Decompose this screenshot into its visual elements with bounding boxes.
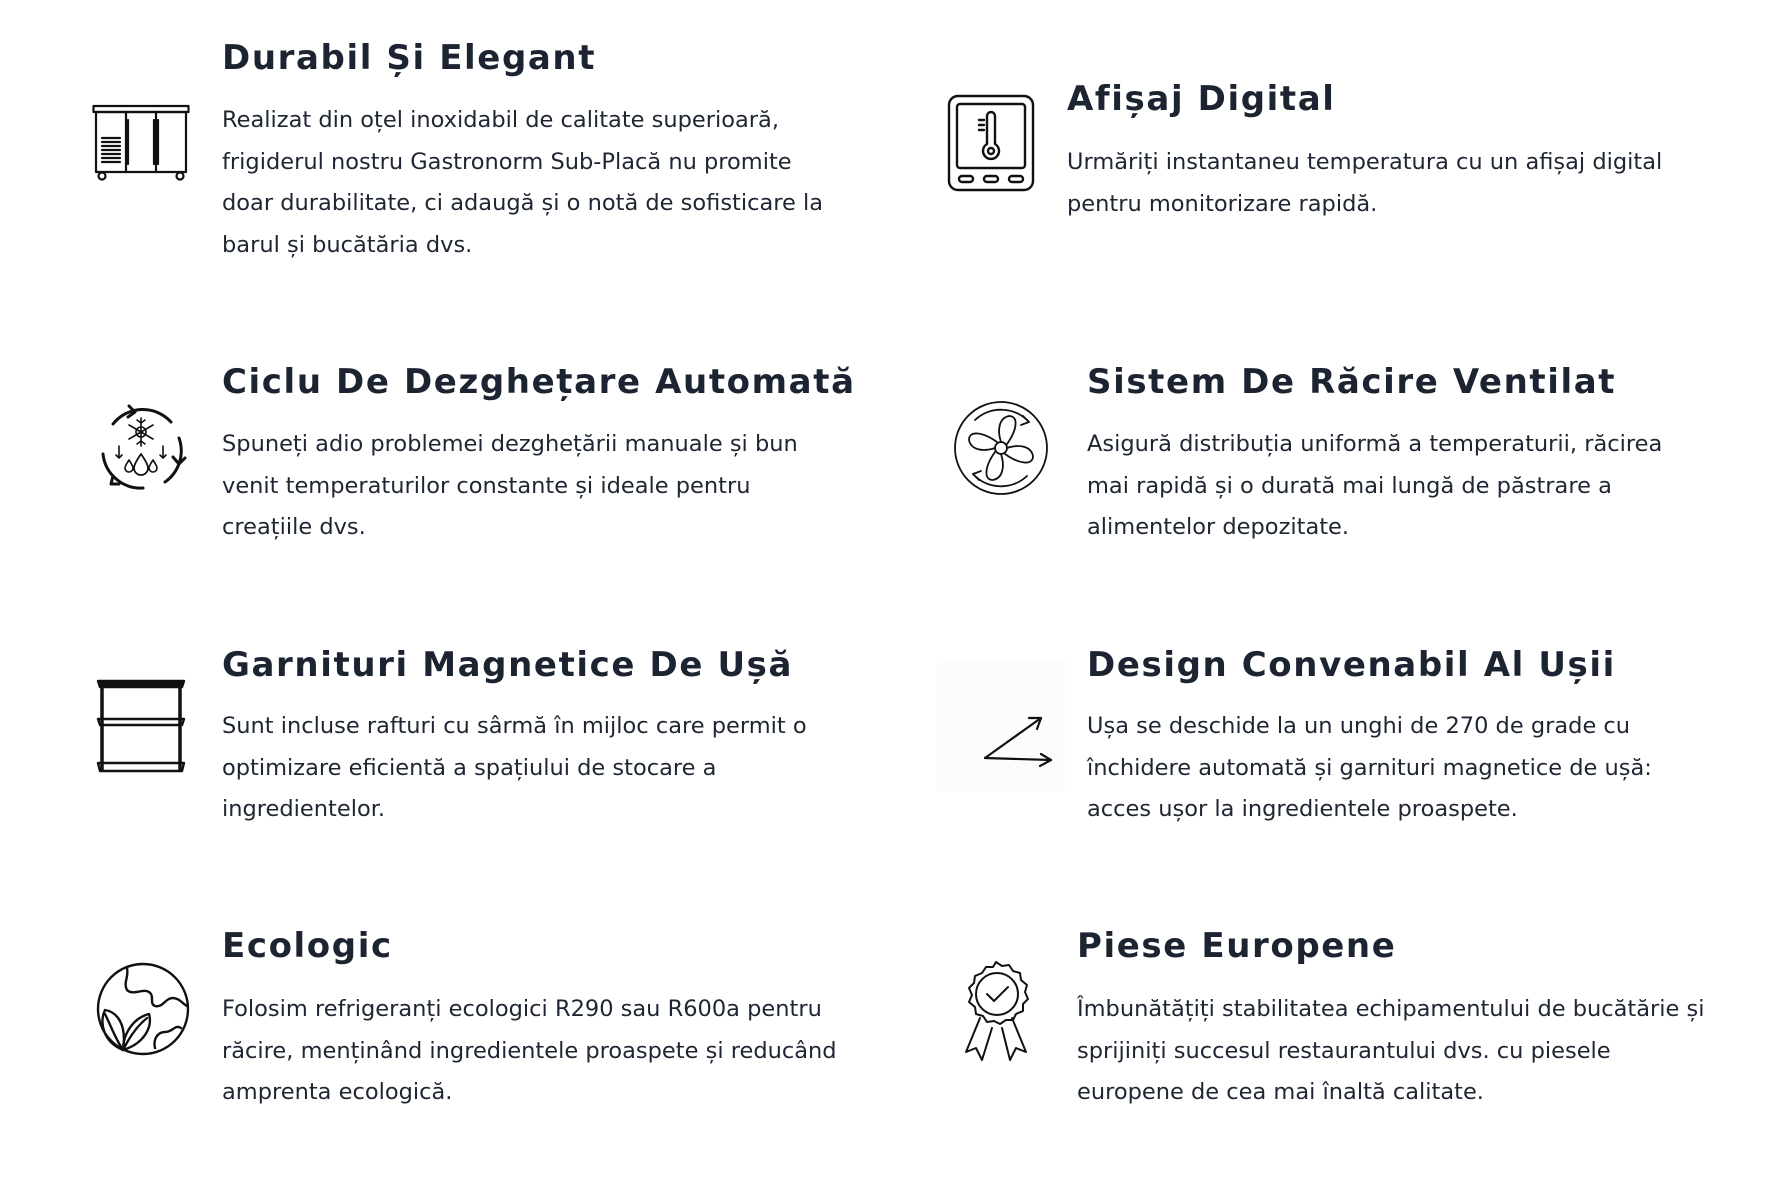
feature-title: Piese Europene: [1077, 926, 1397, 966]
feature-title: Sistem De Răcire Ventilat: [1087, 362, 1617, 402]
feature-description: Spuneți adio problemei dezghețării manuale și bun venit temperaturilor constante și ideale pentru creațiile dvs.: [222, 431, 798, 540]
feature-description: Îmbunătățiți stabilitatea echipamentului de bucătărie și sprijiniți succesul restaurantului dvs. cu piesele europene de cea mai înaltă calitate.: [1077, 996, 1705, 1105]
feature-description: Urmăriți instantaneu temperatura cu un afișaj digital pentru monitorizare rapidă.: [1067, 149, 1663, 217]
feature-description: Asigură distribuția uniformă a temperaturii, răcirea mai rapidă și o durată mai lungă de păstrare a alimentelor depozitate.: [1087, 431, 1663, 540]
feature-description: Realizat din oțel inoxidabil de calitate superioară, frigiderul nostru Gastronorm Sub-Placă nu promite doar durabilitate, ci adaugă și o notă de sofisticare la barul și bucătăria dvs.: [222, 107, 824, 258]
feature-description: Ușa se deschide la un unghi de 270 de grade cu închidere automată și garnituri magnetice de ușă: acces ușor la ingredientele proaspete.: [1087, 713, 1652, 822]
feature-title: Garnituri Magnetice De Ușă: [222, 645, 794, 685]
feature-title: Design Convenabil Al Ușii: [1087, 645, 1616, 685]
door-angle-icon: [937, 658, 1065, 792]
ventilated-fan-icon: [953, 400, 1049, 496]
gastronorm-counter-icon: [92, 104, 190, 182]
feature-title: Durabil Și Elegant: [222, 38, 597, 78]
eco-globe-leaf-icon: [93, 962, 191, 1056]
feature-title: Ecologic: [222, 926, 393, 966]
digital-thermometer-display-icon: [947, 94, 1035, 192]
auto-defrost-cycle-icon: [93, 398, 189, 494]
feature-title: Ciclu De Dezghețare Automată: [222, 362, 856, 402]
wire-shelves-icon: [96, 677, 186, 779]
quality-badge-check-icon: [958, 960, 1034, 1064]
feature-title: Afișaj Digital: [1067, 79, 1336, 119]
feature-description: Sunt incluse rafturi cu sârmă în mijloc care permit o optimizare eficientă a spațiului de stocare a ingredientelor.: [222, 713, 807, 822]
feature-description: Folosim refrigeranți ecologici R290 sau R600a pentru răcire, menținând ingredientele proaspete și reducând amprenta ecologică.: [222, 996, 837, 1105]
